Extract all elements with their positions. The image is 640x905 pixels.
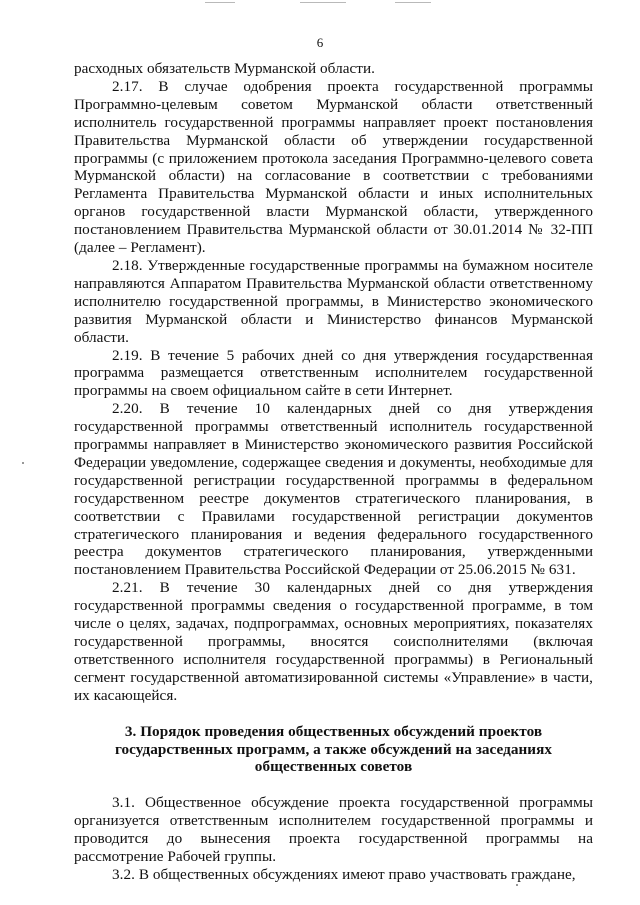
paragraph-3-2: 3.2. В общественных обсуждениях имеют право участвовать граждане,: [112, 865, 576, 883]
paragraph-3-1: 3.1. Общественное обсуждение проекта государственной программы организуется ответственным исполнителем государственной программы и проводится до вынесения проекта государственной программы на рассмотрение Рабочей группы.: [74, 794, 593, 866]
scan-edge-mark: [395, 2, 431, 3]
section-heading-line: государственных программ, а также обсуждений на заседаниях: [114, 740, 553, 758]
document-body: [74, 60, 593, 884]
paragraph-2-21: 2.21. В течение 30 календарных дней со дня утверждения государственной программы сведения о государственной программе, в том числе о целях, задачах, подпрограммах, основных мероприятиях, показателях государственной программы, вносятся соисполнителями (включая ответственного исполнителя государственной программы) в Региональный сегмент государственной автоматизированной системы «Управление» в части, их касающейся.: [74, 579, 593, 704]
heading-spacer: [74, 776, 593, 794]
section-heading-line: общественных советов: [254, 758, 413, 776]
section-heading: [74, 723, 593, 777]
scan-edge-mark: [300, 2, 346, 3]
scan-edge-mark: [205, 2, 235, 3]
scan-speck: [22, 462, 24, 464]
paragraph-2-17: 2.17. В случае одобрения проекта государственной программы Программно-целевым советом Мурманской области ответственный исполнитель государственной программы направляет проект постановления Правительства Мурманской области об утверждении государственной программы (с приложением протокола заседания Программно-целевого совета Мурманской области) на согласование в соответствии с требованиями Регламента Правительства Мурманской области и иных исполнительных органов государственной власти Мурманской области, утвержденного постановлением Правительства Мурманской области от 30.01.2014 № 32-ПП (далее – Регламент).: [74, 77, 593, 257]
section-heading-line: 3. Порядок проведения общественных обсуждений проектов: [124, 722, 543, 740]
page-number: 6: [316, 35, 324, 50]
paragraph-2-19: 2.19. В течение 5 рабочих дней со дня утверждения государственная программа размещается ответственным исполнителем государственной программы на своем официальном сайте в сети Интернет.: [74, 346, 593, 400]
heading-spacer: [74, 705, 593, 723]
paragraph-2-18: 2.18. Утвержденные государственные программы на бумажном носителе направляются Аппаратом Правительства Мурманской области ответственному исполнителю государственной программы, в Министерство экономического развития Мурманской области и Министерство финансов Мурманской области.: [74, 256, 593, 346]
paragraph-2-20: 2.20. В течение 10 календарных дней со дня утверждения государственной программы ответственный исполнитель государственной программы направляет в Министерство экономического развития Российской Федерации уведомление, содержащее сведения и документы, необходимые для государственной регистрации государственной программы в федеральном государственном реестре документов стратегического планирования, в соответствии с Правилами государственной регистрации документов стратегического планирования и ведения федерального государственного реестра документов стратегического планирования, утвержденными постановлением Правительства Российской Федерации от 25.06.2015 № 631.: [74, 400, 593, 579]
scan-speck: [516, 884, 518, 886]
paragraph-continuation: расходных обязательств Мурманской области.: [74, 60, 375, 77]
